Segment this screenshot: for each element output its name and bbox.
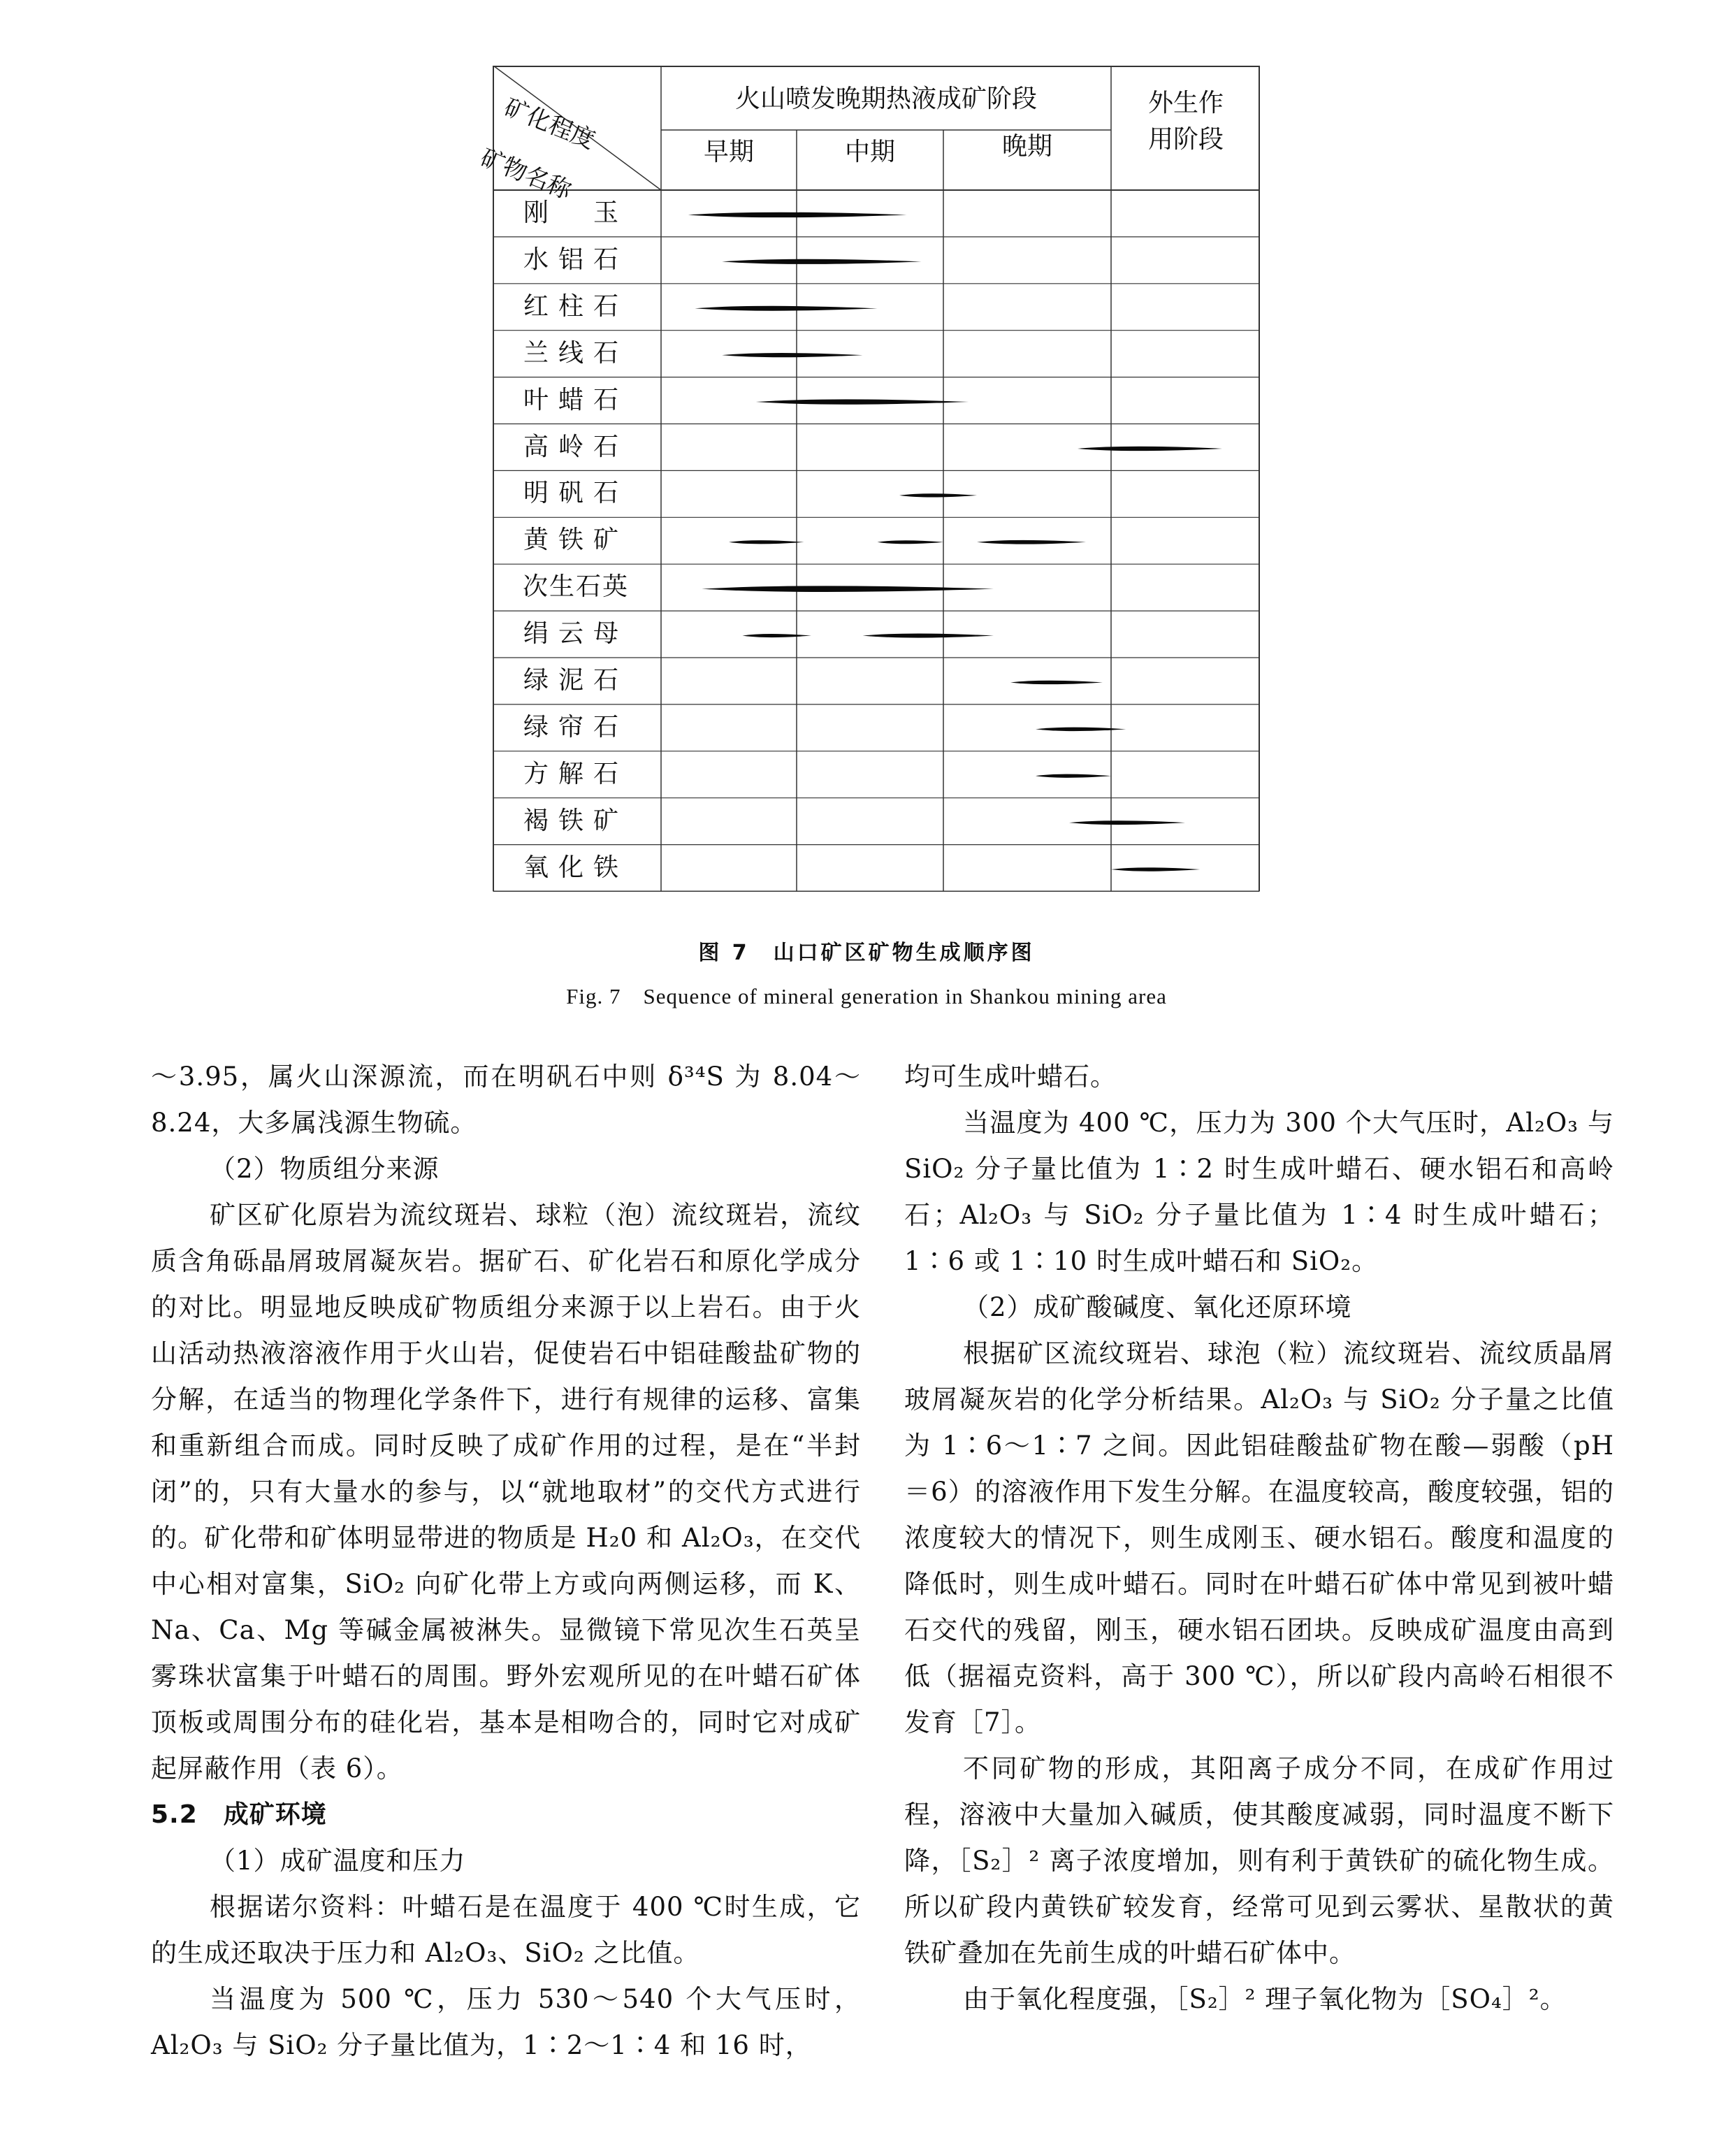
- mineral-label: 氧化铁: [523, 853, 628, 882]
- mineral-label: 刚 玉: [523, 198, 628, 227]
- paragraph: 不同矿物的形成，其阳离子成分不同，在成矿作用过程，溶液中大量加入碱质，使其酸度减弱，同时温度不断下降，［S₂］² 离子浓度增加，则有利于黄铁矿的硫化物生成。所以矿段内黄铁矿较发育，经常可见到云雾状、星散状的黄铁矿叠加在先前生成的叶蜡石矿体中。: [904, 1753, 1614, 1968]
- mineral-label: 方解石: [523, 759, 628, 788]
- mineral-label: 绿帘石: [523, 712, 628, 741]
- sequence-bar: [702, 586, 994, 592]
- paragraph: （1）成矿温度和压力: [210, 1846, 466, 1876]
- mineral-label: 叶蜡石: [523, 385, 628, 414]
- paragraph: 当温度为 500 ℃，压力 530～540 个大气压时，Al₂O₃ 与 SiO₂ 分子量比值为，1∶2～1∶4 和 16 时，: [151, 1984, 861, 2060]
- sequence-bar: [1111, 867, 1200, 871]
- sequence-bar: [756, 399, 969, 404]
- corner-label-bottom: 矿物名称: [477, 143, 576, 205]
- paragraph: 矿区矿化原岩为流纹斑岩、球粒（泡）流纹斑岩，流纹质含角砾晶屑玻屑凝灰岩。据矿石、矿化岩石和原化学成分的对比。明显地反映成矿物质组分来源于以上岩石。由于火山活动热液溶液作用于火山岩，促使岩石中铝硅酸盐矿物的分解，在适当的物理化学条件下，进行有规律的运移、富集和重新组合而成。同时反映了成矿作用的过程，是在“半封闭”的，只有大量水的参与，以“就地取材”的交代方式进行的。矿化带和矿体明显带进的物质是 H₂0 和 Al₂O₃，在交代中心相对富集，SiO₂ 向矿化带上方或向两侧运移，而 K、Na、Ca、Mg 等碱金属被淋失。显微镜下常见次生石英呈雾珠状富集于叶蜡石的周围。野外宏观所见的在叶蜡石矿体顶板或周围分布的硅化岩，基本是相吻合的，同时它对成矿起屏蔽作用（表 6）。: [151, 1200, 861, 1784]
- mineral-label: 明矾石: [523, 479, 628, 508]
- mineral-label: 高岭石: [523, 432, 628, 461]
- mineral-label: 兰线石: [523, 338, 628, 368]
- stage-early-header: 早期: [703, 138, 754, 166]
- sequence-bar: [722, 353, 862, 357]
- mineral-label: 绿泥石: [523, 666, 628, 695]
- stage-middle-header: 中期: [844, 138, 895, 166]
- sequence-bar: [1078, 447, 1222, 451]
- sequence-bar: [695, 306, 878, 311]
- paragraph: 由于氧化程度强，［S₂］² 理子氧化物为［SO₄］²。: [963, 1984, 1567, 2014]
- mineral-label: 水铝石: [523, 245, 628, 274]
- paragraph: （2）物质组分来源: [210, 1154, 440, 1184]
- sequence-bar: [742, 634, 811, 637]
- sequence-bar: [878, 540, 944, 544]
- paragraph: 当温度为 400 ℃，压力为 300 个大气压时，Al₂O₃ 与 SiO₂ 分子量比值为 1∶2 时生成叶蜡石、硬水铝石和高岭石；Al₂O₃ 与 SiO₂ 分子量比值为 1∶4 时生成叶蜡石；1∶6 或 1∶10 时生成叶蜡石和 SiO₂。: [904, 1108, 1614, 1276]
- left-column: [151, 1054, 861, 2069]
- paragraph: （2）成矿酸碱度、氧化还原环境: [963, 1292, 1352, 1322]
- paragraph: 均可生成叶蜡石。: [904, 1062, 1117, 1092]
- sequence-bar: [722, 259, 921, 264]
- paragraph: 根据诺尔资料：叶蜡石是在温度于 400 ℃时生成，它的生成还取决于压力和 Al₂O₃、SiO₂ 之比值。: [151, 1892, 861, 1968]
- sequence-bar: [1036, 728, 1126, 731]
- sequence-bar: [1036, 774, 1111, 778]
- section-heading: 5.2 成矿环境: [151, 1800, 327, 1829]
- right-column: [904, 1054, 1614, 2023]
- sequence-bar: [729, 540, 804, 544]
- corner-label-top: 矿化程度: [500, 93, 600, 155]
- mineral-label: 次生石英: [522, 572, 629, 602]
- sequence-bar: [977, 540, 1086, 544]
- mineral-label: 绢云母: [523, 619, 628, 649]
- stage-late-header: 晚期: [1001, 132, 1052, 161]
- mineral-sequence-figure: [477, 66, 1261, 892]
- mineral-label: 红柱石: [523, 291, 628, 321]
- figure-caption-cn: 图 7 山口矿区矿物生成顺序图: [698, 941, 1035, 965]
- paragraph: ～3.95，属火山深源流，而在明矾石中则 δ³⁴S 为 8.04～8.24，大多属浅源生物硫。: [151, 1062, 861, 1138]
- sequence-bar: [863, 634, 994, 638]
- figure-caption-en: Fig. 7 Sequence of mineral generation in Shankou mining area: [566, 984, 1167, 1008]
- sequence-bar: [1010, 681, 1103, 684]
- paragraph: 根据矿区流纹斑岩、球泡（粒）流纹斑岩、流纹质晶屑玻屑凝灰岩的化学分析结果。Al₂O₃ 与 SiO₂ 分子量之比值为 1∶6～1∶7 之间。因此铝硅酸盐矿物在酸—弱酸（pH＝6）的溶液作用下发生分解。在温度较高，酸度较强，铝的浓度较大的情况下，则生成刚玉、硬水铝石。酸度和温度的降低时，则生成叶蜡石。同时在叶蜡石矿体中常见到被叶蜡石交代的残留，刚玉，硬水铝石团块。反映成矿温度由高到低（据福克资料，高于 300 ℃），所以矿段内高岭石相很不发育［7］。: [904, 1338, 1614, 1737]
- stage-external-line2: 用阶段: [1147, 125, 1224, 154]
- sequence-bar: [899, 493, 977, 497]
- stage-main-header: 火山喷发晚期热液成矿阶段: [734, 85, 1037, 113]
- stage-external-line1: 外生作: [1147, 89, 1224, 117]
- sequence-bar: [1069, 820, 1185, 825]
- mineral-label: 褐铁矿: [523, 806, 628, 835]
- sequence-bar: [688, 212, 907, 217]
- mineral-label: 黄铁矿: [523, 526, 628, 555]
